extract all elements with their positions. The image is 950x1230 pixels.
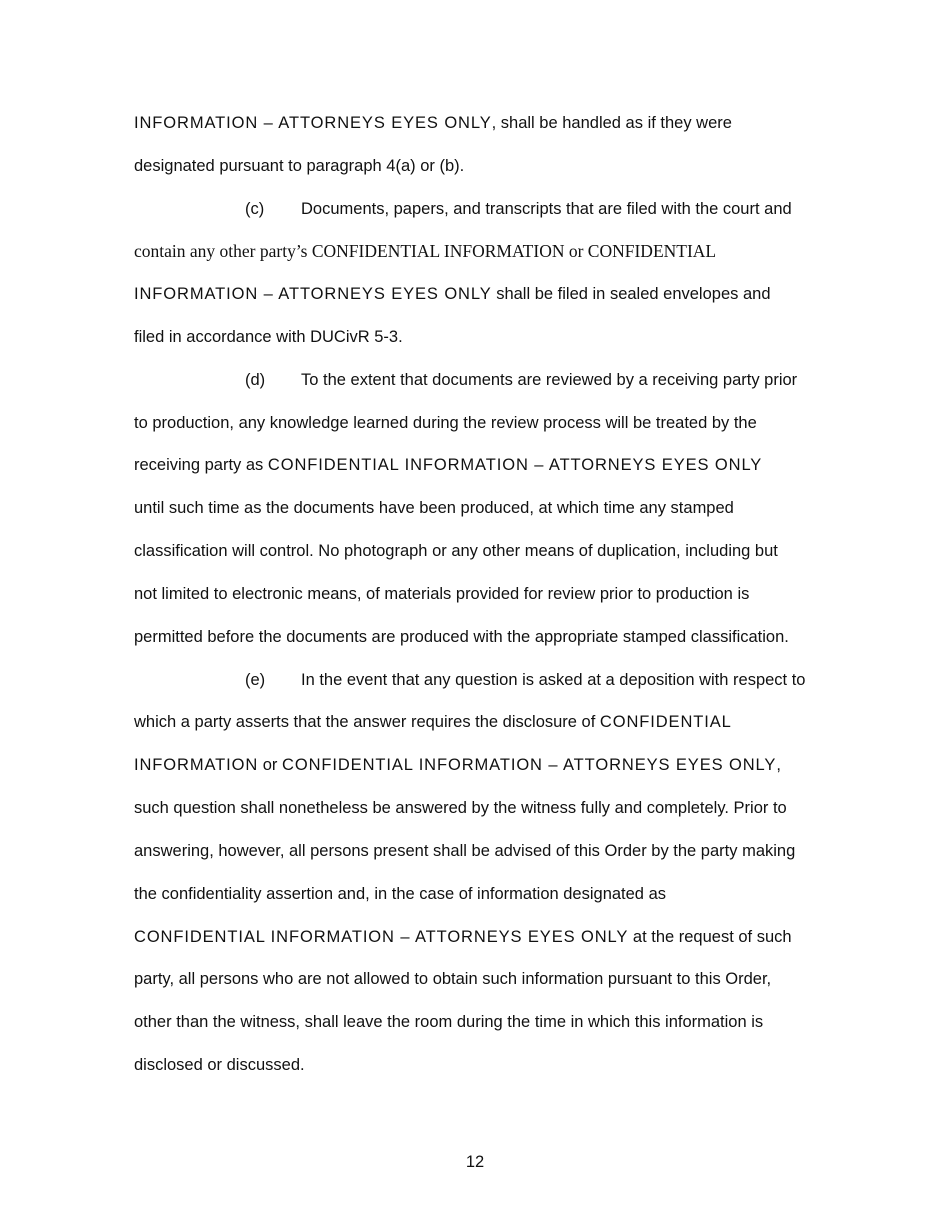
paragraph-marker-d: (d) — [245, 371, 266, 389]
text-segment: shall be filed in sealed envelopes and — [491, 285, 771, 303]
text-line-16 — [134, 757, 781, 774]
designation-text: INFORMATION – ATTORNEYS EYES ONLY — [134, 114, 492, 132]
text-line-9 — [134, 457, 762, 474]
text-line-15 — [134, 714, 732, 731]
text-segment: which a party asserts that the answer requires the disclosure of — [134, 713, 600, 731]
text-segment: , — [776, 756, 781, 774]
text-line-21 — [134, 971, 771, 988]
text-segment: to production, any knowledge learned during the review process will be treated by the — [134, 414, 757, 432]
text-line-22 — [134, 1014, 763, 1031]
text-segment: not limited to electronic means, of materials provided for review prior to production is — [134, 585, 750, 603]
text-segment: or — [258, 756, 283, 774]
text-line-5 — [134, 286, 771, 303]
text-line-2 — [134, 158, 464, 175]
designation-text: INFORMATION – ATTORNEYS EYES ONLY — [134, 285, 492, 303]
paragraph-d-first-line — [245, 372, 797, 389]
page-number: 12 — [465, 1153, 485, 1171]
text-segment: party, all persons who are not allowed to obtain such information pursuant to this Order, — [134, 970, 772, 988]
text-segment: such question shall nonetheless be answered by the witness fully and completely. Prior to — [134, 799, 787, 817]
text-segment: receiving party as — [134, 456, 268, 474]
text-segment: To the extent that documents are reviewed by a receiving party prior — [301, 371, 798, 389]
text-segment: other than the witness, shall leave the room during the time in which this information is — [134, 1013, 764, 1031]
text-segment: permitted before the documents are produced with the appropriate stamped classification. — [134, 628, 789, 646]
designation-text: CONFIDENTIAL INFORMATION – ATTORNEYS EYES ONLY — [134, 928, 629, 946]
text-line-8 — [134, 415, 757, 432]
text-segment: answering, however, all persons present shall be advised of this Order by the party making — [134, 842, 796, 860]
text-segment: Documents, papers, and transcripts that are filed with the court and — [301, 200, 792, 218]
designation-text: CONFIDENTIAL INFORMATION – ATTORNEYS EYES ONLY — [282, 756, 777, 774]
paragraph-marker-e: (e) — [245, 671, 266, 689]
text-line-20 — [134, 929, 792, 946]
text-line-18 — [134, 843, 795, 860]
text-segment: filed in accordance with DUCivR 5-3. — [134, 328, 403, 346]
text-segment: , shall be handled as if they were — [491, 114, 732, 132]
text-line-6 — [134, 329, 403, 346]
text-segment: the confidentiality assertion and, in the case of information designated as — [134, 885, 666, 903]
text-line-13 — [134, 629, 789, 646]
text-line-11 — [134, 543, 778, 560]
text-segment: contain any other party’s CONFIDENTIAL INFORMATION or CONFIDENTIAL — [134, 241, 717, 261]
text-line-23 — [134, 1057, 305, 1074]
paragraph-c-first-line — [245, 201, 792, 218]
designation-text: INFORMATION — [134, 756, 259, 774]
text-segment: designated pursuant to paragraph 4(a) or (b). — [134, 157, 465, 175]
text-line-19 — [134, 886, 666, 903]
text-line-4 — [134, 243, 716, 261]
text-line-1 — [134, 115, 732, 132]
text-segment: until such time as the documents have been produced, at which time any stamped — [134, 499, 734, 517]
text-line-17 — [134, 800, 787, 817]
text-line-10 — [134, 500, 734, 517]
text-segment: In the event that any question is asked at a deposition with respect to — [301, 671, 806, 689]
text-segment: at the request of such — [628, 928, 792, 946]
designation-text: CONFIDENTIAL INFORMATION – ATTORNEYS EYES ONLY — [267, 456, 763, 474]
designation-text: CONFIDENTIAL — [599, 713, 732, 731]
paragraph-marker-c: (c) — [245, 200, 265, 218]
text-segment: classification will control. No photograph or any other means of duplication, including but — [134, 542, 778, 560]
paragraph-e-first-line — [245, 672, 805, 689]
text-line-12 — [134, 586, 749, 603]
text-segment: disclosed or discussed. — [134, 1056, 305, 1074]
